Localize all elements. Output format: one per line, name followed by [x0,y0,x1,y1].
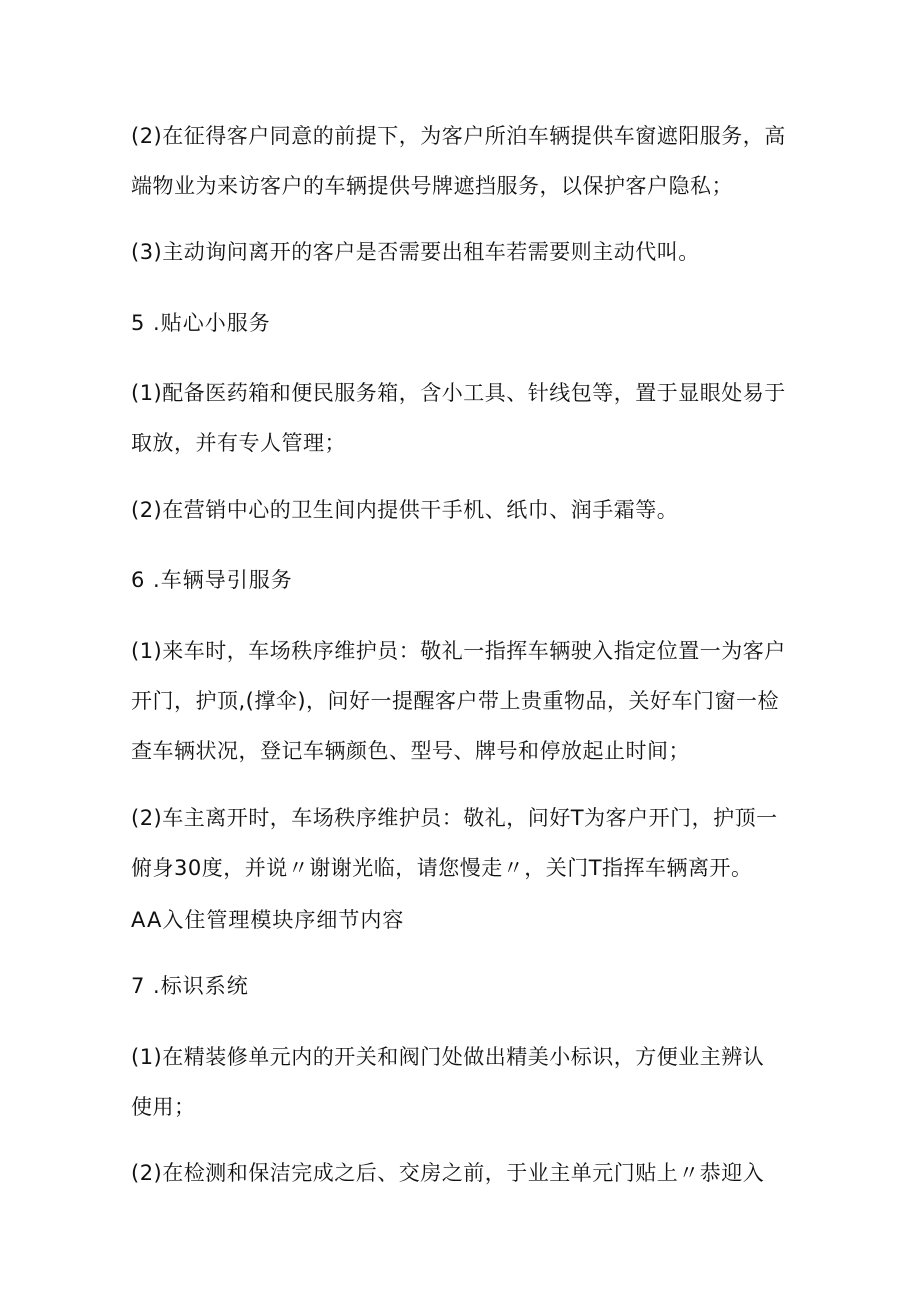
section-heading: 6 .车辆导引服务 [131,568,293,592]
paragraph-line: (2)车主离开时，车场秩序维护员：敬礼，问好T为客户开门，护顶一 [131,806,778,830]
paragraph-line: (3)主动询问离开的客户是否需要出租车若需要则主动代叫。 [131,240,700,264]
section-heading: 5 .贴心小服务 [131,311,271,335]
paragraph-line: 取放，并有专人管理； [131,431,346,455]
paragraph-line: (1)来车时，车场秩序维护员：敬礼一指挥车辆驶入指定位置一为客户 [131,639,786,663]
paragraph-line: 端物业为来访客户的车辆提供号牌遮挡服务，以保护客户隐私； [131,174,733,198]
paragraph-line: (1)在精装修单元内的开关和阀门处做出精美小标识，方便业主辨认 [131,1045,765,1069]
paragraph-line: (1)配备医药箱和便民服务箱，含小工具、针线包等，置于显眼处易于 [131,381,786,405]
paragraph-line: (2)在征得客户同意的前提下，为客户所泊车辆提供车窗遮阳服务，高 [131,124,786,148]
paragraph-line: 俯身30度，并说〃谢谢光临，请您慢走〃，关门T指挥车辆离开。 [131,856,753,880]
module-heading: AA入住管理模块序细节内容 [131,908,405,932]
paragraph-line: (2)在营销中心的卫生间内提供干手机、纸巾、润手霜等。 [131,498,679,522]
paragraph-line: 查车辆状况，登记车辆颜色、型号、牌号和停放起止时间； [131,739,690,763]
paragraph-line: 使用； [131,1095,196,1119]
paragraph-line: (2)在检测和保洁完成之后、交房之前，于业主单元门贴上〃恭迎入 [131,1161,765,1185]
section-heading: 7 .标识系统 [131,974,249,998]
paragraph-line: 开门，护顶,(撑伞)，问好一提醒客户带上贵重物品，关好车门窗一检 [131,689,780,713]
